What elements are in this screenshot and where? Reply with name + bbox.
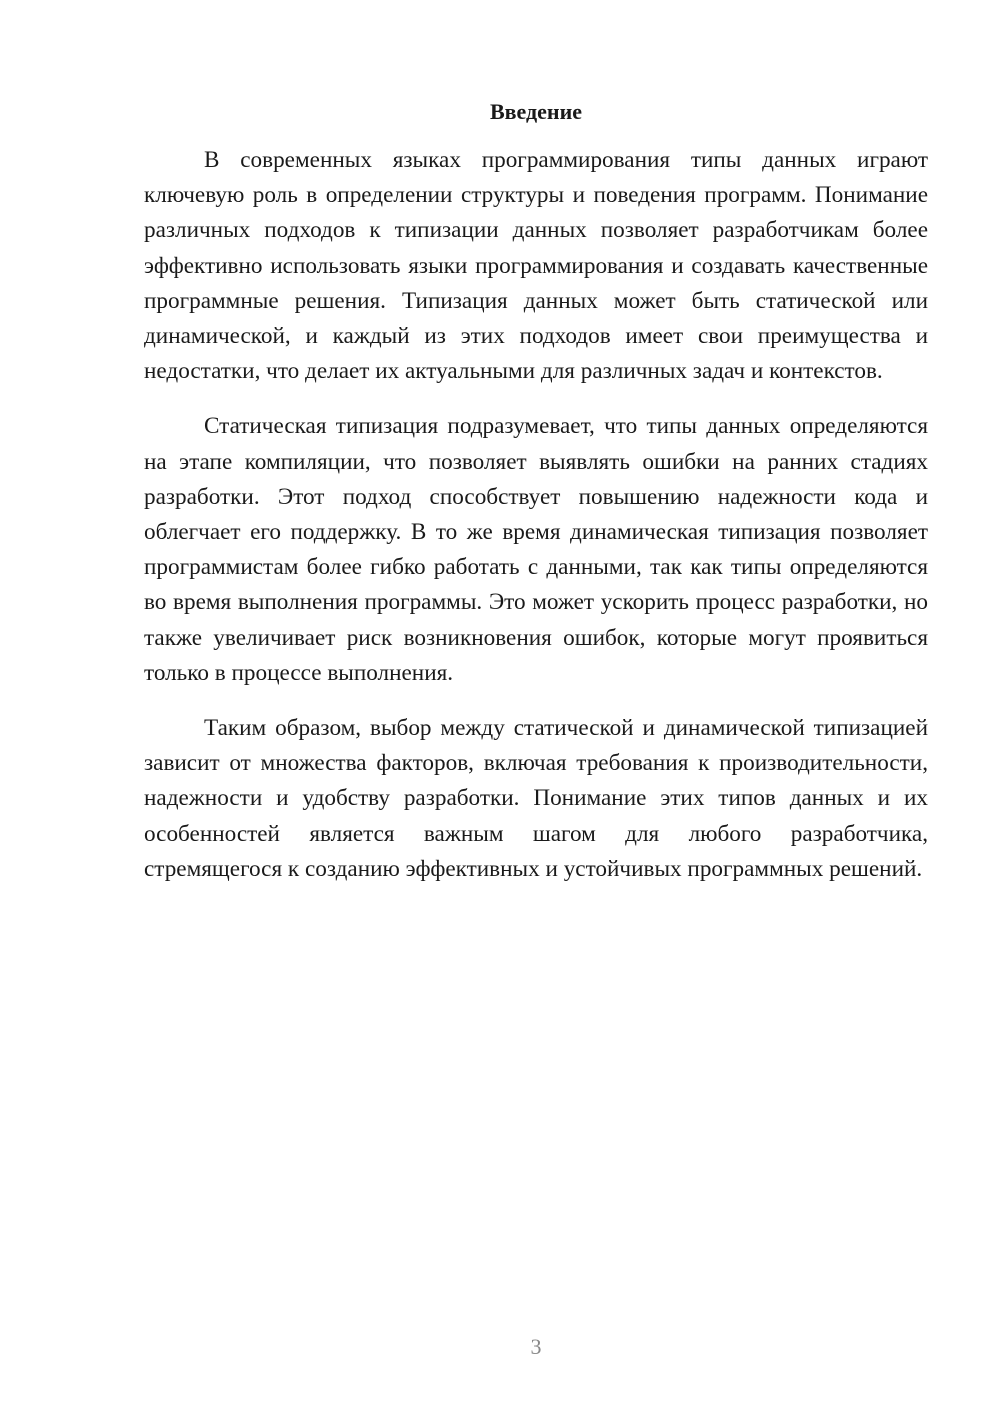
page-number: 3 [530, 1334, 542, 1359]
paragraph-3: Таким образом, выбор между статической и динамической типизацией зависит от множества факторов, включая требования к производительности, надежности и удобству разработки. Понимание этих типов данных и их особенностей является важным шагом для любого разработчика, стремящегося к созданию эффективных и устойчивых программных решений. [144, 715, 928, 882]
section-title: Введение [489, 99, 583, 124]
paragraph-1: В современных языках программирования типы данных играют ключевую роль в определении структуры и поведения программ. Понимание различных подходов к типизации данных позволяет разработчикам более эффективно использовать языки программирования и создавать качественные программные решения. Типизация данных может быть статической или динамической, и каждый из этих подходов имеет свои преимущества и недостатки, что делает их актуальными для различных задач и контекстов. [144, 147, 928, 385]
body-text [144, 143, 928, 907]
paragraph-2: Статическая типизация подразумевает, что типы данных определяются на этапе компиляции, что позволяет выявлять ошибки на ранних стадиях разработки. Этот подход способствует повышению надежности кода и облегчает его поддержку. В то же время динамическая типизация позволяет программистам более гибко работать с данными, так как типы определяются во время выполнения программы. Это может ускорить процесс разработки, но также увеличивает риск возникновения ошибок, которые могут проявиться только в процессе выполнения. [144, 413, 928, 686]
